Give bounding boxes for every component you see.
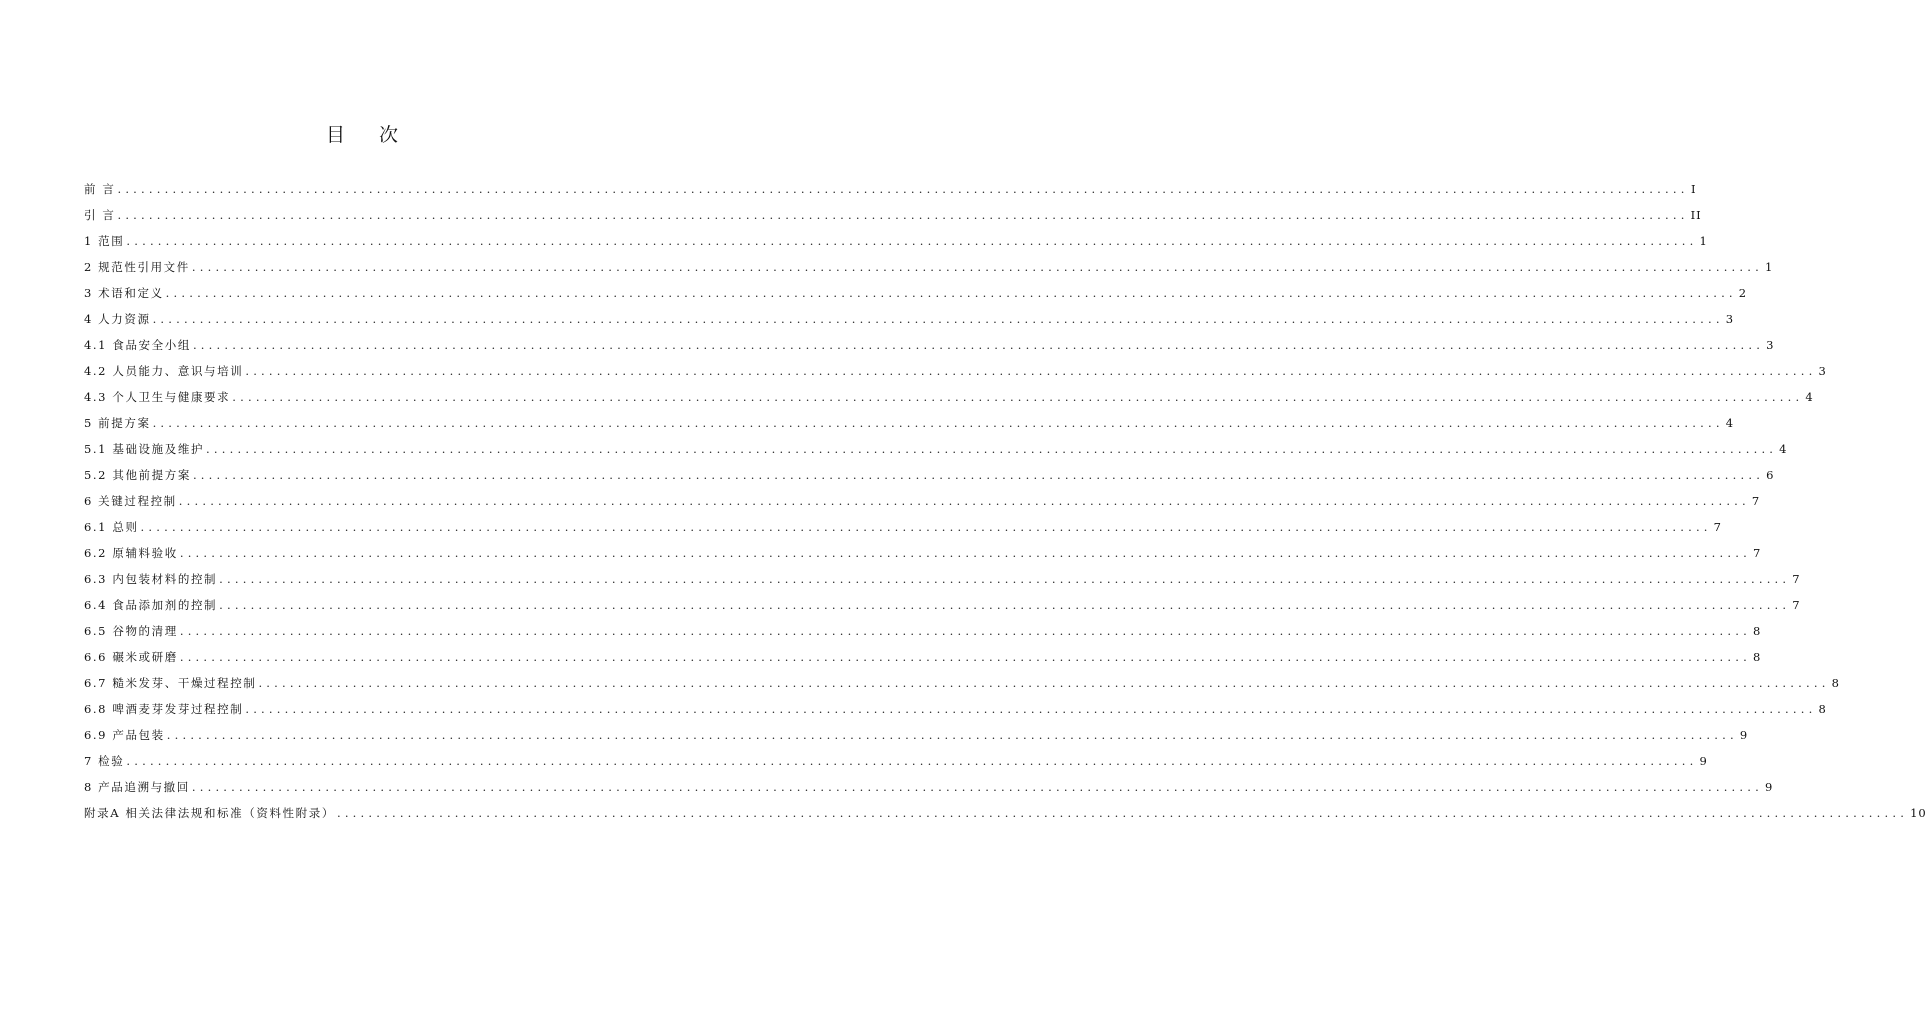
toc-entry-label: 6.9 产品包装: [84, 728, 165, 742]
toc-dot-leader: ........................................................................................................................................................................................................: [117, 182, 1689, 196]
toc-entry[interactable]: [84, 768, 1774, 794]
toc-entry-page-number: 3: [1766, 338, 1775, 352]
toc-entry-page-number: 6: [1766, 468, 1775, 482]
toc-dot-leader: ........................................................................................................................................................................................................: [179, 650, 1751, 664]
page-title: 目 次: [325, 124, 413, 146]
toc-entry-page-number: 4: [1779, 442, 1788, 456]
toc-entry-page-number: 7: [1792, 572, 1801, 586]
toc-entry-page-number: 8: [1752, 624, 1762, 638]
toc-entry[interactable]: [84, 456, 1775, 482]
toc-entry-label: 5 前提方案: [84, 416, 151, 430]
toc-entry-page-number: 3: [1725, 312, 1735, 326]
toc-entry-page-number: 2: [1738, 286, 1748, 300]
toc-entry[interactable]: [84, 352, 1827, 378]
toc-dot-leader: ........................................................................................................................................................................................................: [178, 494, 1750, 508]
toc-entry-page-number: II: [1690, 208, 1702, 222]
toc-entry[interactable]: [84, 274, 1748, 300]
toc-entry-label: 6.5 谷物的清理: [84, 624, 178, 638]
toc-entry[interactable]: [84, 430, 1788, 456]
toc-dot-leader: ........................................................................................................................................................................................................: [245, 702, 1817, 716]
toc-entry[interactable]: [84, 638, 1762, 664]
toc-dot-leader: ........................................................................................................................................................................................................: [219, 598, 1791, 612]
toc-entry-label: 4.2 人员能力、意识与培训: [84, 364, 244, 378]
toc-entry-page-number: 1: [1764, 260, 1774, 274]
toc-entry-page-number: 8: [1831, 676, 1840, 690]
toc-entry[interactable]: [84, 664, 1840, 690]
toc-entry-label: 7 检验: [84, 754, 125, 768]
toc-entry[interactable]: [84, 586, 1801, 612]
toc-dot-leader: ........................................................................................................................................................................................................: [152, 416, 1724, 430]
toc-entry-page-number: 1: [1699, 234, 1708, 248]
toc-entry-label: 6.7 糙米发芽、干燥过程控制: [84, 676, 257, 690]
toc-dot-leader: ........................................................................................................................................................................................................: [152, 312, 1724, 326]
toc-entry[interactable]: [84, 326, 1775, 352]
toc-dot-leader: ........................................................................................................................................................................................................: [179, 546, 1751, 560]
toc-dot-leader: ........................................................................................................................................................................................................: [245, 364, 1817, 378]
toc-entry-label: 6.2 原辅料验收: [84, 546, 178, 560]
toc-dot-leader: ........................................................................................................................................................................................................: [166, 728, 1738, 742]
toc-entry-page-number: 7: [1792, 598, 1801, 612]
toc-dot-leader: ........................................................................................................................................................................................................: [179, 624, 1751, 638]
toc-entry-page-number: 4: [1725, 416, 1735, 430]
toc-dot-leader: ........................................................................................................................................................................................................: [117, 208, 1689, 222]
toc-entry-page-number: 8: [1752, 650, 1762, 664]
toc-entry-label: 6.4 食品添加剂的控制: [84, 598, 218, 612]
toc-entry-label: 附录A 相关法律法规和标准（资料性附录）: [84, 806, 335, 820]
toc-entry[interactable]: [84, 482, 1761, 508]
toc-entry[interactable]: [84, 508, 1722, 534]
toc-dot-leader: ........................................................................................................................................................................................................: [258, 676, 1830, 690]
toc-dot-leader: ........................................................................................................................................................................................................: [206, 442, 1778, 456]
toc-entry-page-number: 7: [1752, 546, 1762, 560]
toc-entry[interactable]: [84, 534, 1762, 560]
toc-entry-label: 3 术语和定义: [84, 286, 164, 300]
toc-entry-label: 4 人力资源: [84, 312, 151, 326]
table-of-contents: [84, 170, 1927, 820]
toc-entry-page-number: 4: [1805, 390, 1814, 404]
toc-entry-page-number: 8: [1818, 702, 1827, 716]
toc-entry-page-number: I: [1691, 182, 1697, 196]
toc-dot-leader: ........................................................................................................................................................................................................: [126, 754, 1698, 768]
toc-entry-label: 5.2 其他前提方案: [84, 468, 191, 482]
toc-entry[interactable]: [84, 690, 1827, 716]
toc-dot-leader: ........................................................................................................................................................................................................: [126, 234, 1698, 248]
toc-entry-label: 4.1 食品安全小组: [84, 338, 191, 352]
toc-dot-leader: ........................................................................................................................................................................................................: [165, 286, 1737, 300]
toc-entry[interactable]: [84, 794, 1927, 820]
toc-entry-label: 6.3 内包装材料的控制: [84, 572, 218, 586]
toc-entry-label: 4.3 个人卫生与健康要求: [84, 390, 231, 404]
toc-dot-leader: ........................................................................................................................................................................................................: [232, 390, 1804, 404]
toc-entry[interactable]: [84, 300, 1735, 326]
toc-entry[interactable]: [84, 612, 1762, 638]
toc-entry[interactable]: [84, 222, 1708, 248]
toc-entry-label: 1 范围: [84, 234, 125, 248]
toc-entry-label: 6 关键过程控制: [84, 494, 177, 508]
toc-entry[interactable]: [84, 742, 1708, 768]
toc-dot-leader: ........................................................................................................................................................................................................: [192, 338, 1765, 352]
toc-dot-leader: ........................................................................................................................................................................................................: [191, 260, 1763, 274]
toc-entry-label: 5.1 基础设施及维护: [84, 442, 205, 456]
toc-entry[interactable]: [84, 560, 1801, 586]
toc-dot-leader: ........................................................................................................................................................................................................: [140, 520, 1712, 534]
toc-entry-label: 引 言: [84, 208, 116, 222]
toc-entry-page-number: 10: [1910, 806, 1927, 820]
toc-entry-label: 6.1 总则: [84, 520, 139, 534]
toc-entry-page-number: 9: [1739, 728, 1749, 742]
toc-entry-label: 6.8 啤酒麦芽发芽过程控制: [84, 702, 244, 716]
toc-entry-label: 8 产品追溯与撤回: [84, 780, 190, 794]
toc-entry[interactable]: [84, 404, 1735, 430]
toc-entry[interactable]: [84, 716, 1749, 742]
toc-entry-page-number: 7: [1751, 494, 1761, 508]
toc-dot-leader: ........................................................................................................................................................................................................: [191, 780, 1763, 794]
toc-entry-label: 前 言: [84, 182, 116, 196]
toc-entry[interactable]: [84, 378, 1814, 404]
toc-entry-page-number: 3: [1818, 364, 1827, 378]
toc-dot-leader: ........................................................................................................................................................................................................: [192, 468, 1765, 482]
toc-dot-leader: ........................................................................................................................................................................................................: [219, 572, 1791, 586]
toc-entry-label: 2 规范性引用文件: [84, 260, 190, 274]
toc-entry-page-number: 9: [1699, 754, 1708, 768]
toc-entry[interactable]: [84, 196, 1702, 222]
toc-entry-page-number: 7: [1713, 520, 1722, 534]
toc-entry-page-number: 9: [1764, 780, 1774, 794]
toc-dot-leader: ........................................................................................................................................................................................................: [336, 806, 1909, 820]
toc-entry[interactable]: [84, 248, 1774, 274]
toc-entry-label: 6.6 碾米或研磨: [84, 650, 178, 664]
toc-entry[interactable]: [84, 170, 1697, 196]
